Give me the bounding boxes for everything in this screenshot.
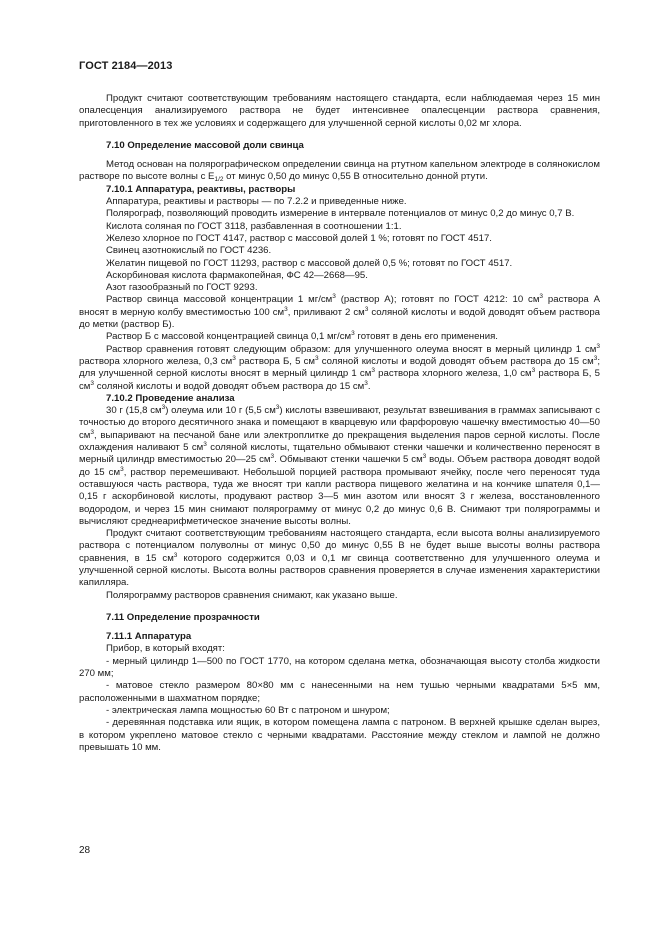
list-item: - матовое стекло размером 80×80 мм с нанесенными на нем тушью черными квадратами 5×5 мм, расположенными в шахматном порядке; — [79, 680, 600, 704]
paragraph: Желатин пищевой по ГОСТ 11293, раствор с массовой долей 0,5 %; готовят по ГОСТ 4517. — [106, 257, 513, 269]
paragraph: Аппаратура, реактивы и растворы — по 7.2.2 и приведенные ниже. — [106, 196, 407, 208]
list-item: - мерный цилиндр 1—500 по ГОСТ 1770, на котором сделана метка, обозначающая высоту столба жидкости 270 мм; — [79, 655, 600, 680]
subsection-heading-7-10-2: 7.10.2 Проведение анализа — [106, 392, 235, 404]
document-body — [79, 93, 600, 754]
paragraph: Раствор сравнения готовят следующим образом: для улучшенного олеума вносят в мерный цилиндр 1 $см^3$ раствора хлорного железа, 0,3 $см^3$ раствора Б, 5 $см^3$ соляной кислоты и водой доводят объем раствора до 15 $см^3$; для улучшенной серной кислоты вносят в мерный цилиндр 1 $см^3$ раствора хлорного железа, 1,0 $см^3$ раствора Б, 5 $см^3$ соляной кислоты и водой доводят объем раствора до 15 $см^3$. — [79, 342, 601, 392]
subsection-heading-7-11-1: 7.11.1 Аппаратура — [106, 631, 192, 643]
paragraph: Раствор Б с массовой концентрацией свинца 0,1 $мг/см^3$ готовят в день его применения. — [106, 330, 498, 343]
paragraph: Раствор свинца массовой концентрации 1 $мг/см^3$ (раствор А); готовят по ГОСТ 4212: 10 $см^3$ раствора А вносят в мерную колбу вместимостью 100 $см^3$, приливают 2 $см^3$ соляной кислоты и водой доводят объем раствора до метки (раствор Б). — [79, 293, 600, 331]
paragraph: Полярограмму растворов сравнения снимают, как указано выше. — [106, 589, 398, 601]
paragraph: Продукт считают соответствующим требованиям настоящего стандарта, если высота волны анализируемого раствора с потенциалом полуволны от минус 0,50 до минус 0,55 В не будет выше высоты волны раствора сравнения, в 15 $см^3$ которого содержится 0,03 и 0,1 мг свинца соответственно для улучшенного олеума и улучшенной серной кислоты. Высота волны растворов сравнения проверяется в случае изменения характеристики капилляра. — [79, 528, 600, 589]
paragraph: Азот газообразный по ГОСТ 9293. — [106, 282, 258, 294]
list-item: - электрическая лампа мощностью 60 Вт с патроном и шнуром; — [106, 704, 390, 716]
paragraph: Аскорбиновая кислота фармакопейная, ФС 42—2668—95. — [106, 269, 368, 281]
paragraph: Продукт считают соответствующим требованиям настоящего стандарта, если наблюдаемая через 15 мин опалесценция анализируемого раствора не будет интенсивнее опалесценции раствора сравнения, приготовленного в тех же условиях и содержащего для улучшенной серной кислоты 0,02 мг хлора. — [79, 93, 600, 129]
paragraph: Прибор, в который входят: — [106, 643, 225, 655]
paragraph: Полярограф, позволяющий проводить измерение в интервале потенциалов от минус 0,2 до минус 0,7 В. — [106, 208, 575, 220]
paragraph: Метод основан на полярографическом определении свинца на ртутном капельном электроде в солянокислом растворе по высоте волны с $E_{1/2}$ от минус 0,50 до минус 0,55 В относительно донной ртути. — [79, 159, 600, 184]
paragraph: 30 г (15,8 $см^3$) олеума или 10 г (5,5 $см^3$) кислоты взвешивают, результат взвешивания в граммах записывают с точностью до второго десятичного знака и помещают в кварцевую или фарфоровую чашечку вместимостью 40—50 $см^3$, выпаривают на песчаной бане или электроплитке до прекращения выделения паров серной кислоты. После охлаждения наливают 5 $см^3$ соляной кислоты, тщательно обмывают стенки чашечки и количественно переносят в мерный цилиндр вместимостью 20—25 $см^3$. Обмывают стенки чашечки 5 $см^3$ воды. Объем раствора доводят водой до 15 $см^3$, раствор перемешивают. Небольшой порцией раствора промывают ячейку, после чего переносят туда оставшуюся часть раствора, туда же вносят три капли раствора пищевого желатина и на кончике шпателя 0,1—0,15 г аскорбиновой кислоты, продувают раствор 3—5 мин азотом или вносят 3 г железа, восстановленного водородом, и через 15 мин снимают полярограмму от минус 0,2 до минус 0,6 В. Снимают три полярограммы и вычисляют среднеарифметическое значение высоты волны. — [79, 404, 600, 527]
section-heading-7-11: 7.11 Определение прозрачности — [106, 611, 260, 623]
standard-header: ГОСТ 2184—2013 — [79, 60, 173, 72]
page-number: 28 — [79, 845, 91, 856]
paragraph: Свинец азотнокислый по ГОСТ 4236. — [106, 245, 272, 257]
paragraph: Кислота соляная по ГОСТ 3118, разбавленная в соотношении 1:1. — [106, 220, 402, 232]
list-item: - деревянная подставка или ящик, в котором помещена лампа с патроном. В верхней крышке сделан вырез, в котором укреплено матовое стекло с черными квадратами. Расстояние между стеклом и лампой не должно превышать 10 мм. — [79, 717, 600, 753]
section-heading-7-10: 7.10 Определение массовой доли свинца — [106, 139, 304, 151]
subsection-heading-7-10-1: 7.10.1 Аппаратура, реактивы, растворы — [106, 183, 296, 195]
paragraph: Железо хлорное по ГОСТ 4147, раствор с массовой долей 1 %; готовят по ГОСТ 4517. — [106, 232, 492, 244]
